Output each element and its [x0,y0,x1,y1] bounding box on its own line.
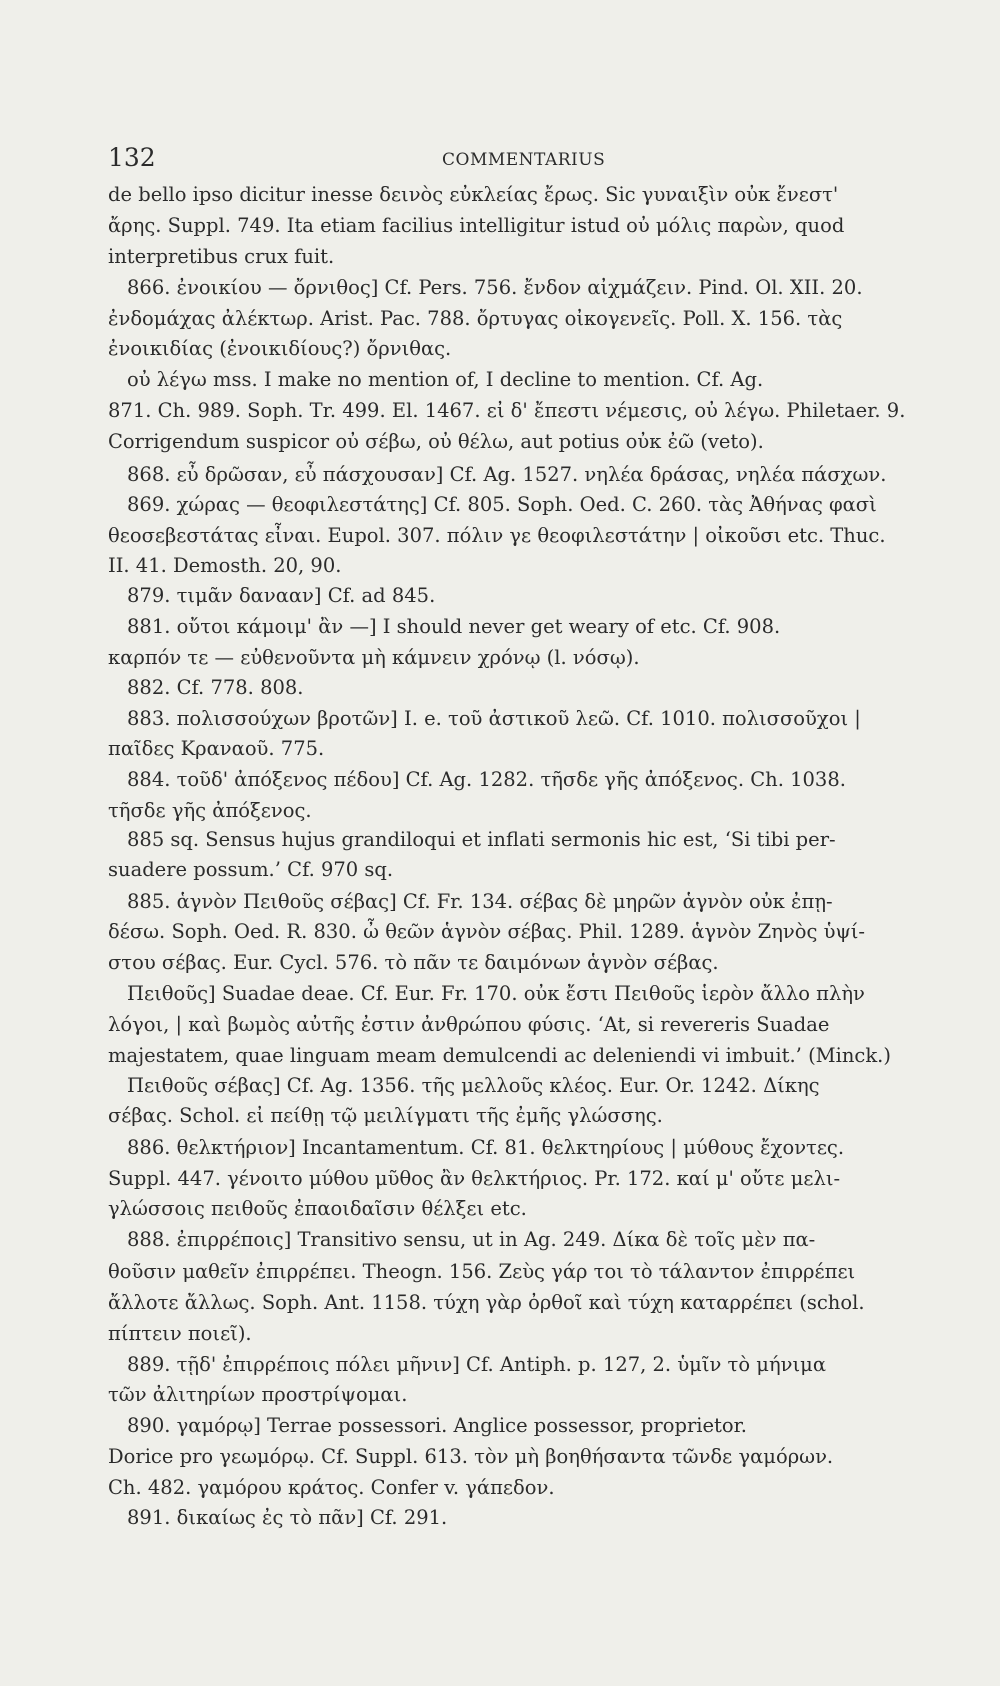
text-line: 884. τοῦδ' ἀπόξενος πέδου] Cf. Ag. 1282. τῆσδε γῆς ἀπόξενος. Ch. 1038. [127,768,846,791]
text-line: θοῦσιν μαθεῖν ἐπιρρέπει. Theogn. 156. Ζεὺς γάρ τοι τὸ τάλαντον ἐπιρρέπει [108,1260,856,1283]
text-line: 891. δικαίως ἐς τὸ πᾶν] Cf. 291. [127,1506,448,1529]
text-line: Πειθοῦς σέβας] Cf. Ag. 1356. τῆς μελλοῦς κλέος. Eur. Or. 1242. Δίκης [127,1074,820,1097]
text-line: καρπόν τε — εὐθενοῦντα μὴ κάμνειν χρόνῳ (l. νόσῳ). [108,646,640,669]
text-line: 885. ἁγνὸν Πειθοῦς σέβας] Cf. Fr. 134. σέβας δὲ μηρῶν ἁγνὸν οὐκ ἐπῃ- [127,890,833,913]
text-line: πίπτειν ποιεῖ). [108,1322,252,1345]
text-line: 871. Ch. 989. Soph. Tr. 499. El. 1467. εἰ δ' ἔπεστι νέμεσις, οὐ λέγω. Philetaer. 9. [108,399,906,422]
text-line: 889. τῇδ' ἐπιρρέποις πόλει μῆνιν] Cf. Antiph. p. 127, 2. ὑμῖν τὸ μήνιμα [127,1353,826,1376]
text-line: γλώσσοις πειθοῦς ἐπαοιδαῖσιν θέλξει etc. [108,1197,527,1220]
text-line: Dorice pro γεωμόρῳ. Cf. Suppl. 613. τὸν μὴ βοηθήσαντα τῶνδε γαμόρων. [108,1445,834,1468]
page-number: 132 [108,143,156,172]
text-line: majestatem, quae linguam meam demulcendi ac deleniendi vi imbuit.’ (Minck.) [108,1044,891,1067]
text-line: θεοσεβεστάτας εἶναι. Eupol. 307. πόλιν γε θεοφιλεστάτην | οἰκοῦσι etc. Thuc. [108,524,886,547]
text-line: δέσω. Soph. Oed. R. 830. ὦ θεῶν ἁγνὸν σέβας. Phil. 1289. ἁγνὸν Ζηνὸς ὑψί- [108,920,865,943]
text-line: 888. ἐπιρρέποις] Transitivo sensu, ut in Ag. 249. Δίκα δὲ τοῖς μὲν πα- [127,1228,816,1251]
text-line: 881. οὔτοι κάμοιμ' ἂν —] I should never get weary of etc. Cf. 908. [127,615,781,638]
text-line: 882. Cf. 778. 808. [127,676,304,699]
text-line: ἄλλοτε ἄλλως. Soph. Ant. 1158. τύχη γὰρ ὀρθοῖ καὶ τύχη καταρρέπει (schol. [108,1291,865,1314]
text-line: οὐ λέγω mss. I make no mention of, I decline to mention. Cf. Ag. [127,368,764,391]
text-line: suadere possum.’ Cf. 970 sq. [108,858,394,881]
text-line: Ch. 482. γαμόρου κράτος. Confer v. γάπεδον. [108,1476,555,1499]
text-line: στου σέβας. Eur. Cycl. 576. τὸ πᾶν τε δαιμόνων ἁγνὸν σέβας. [108,951,719,974]
text-line: de bello ipso dicitur inesse δεινὸς εὐκλείας ἔρως. Sic γυναιξὶν οὐκ ἔνεστ' [108,183,839,206]
text-line: 866. ἐνοικίου — ὄρνιθος] Cf. Pers. 756. ἔνδον αἰχμάζειν. Pind. Ol. XII. 20. [127,276,863,299]
text-line: παῖδες Κραναοῦ. 775. [108,737,325,760]
text-line: ἐνοικιδίας (ἐνοικιδίους?) ὄρνιθας. [108,337,452,360]
text-line: σέβας. Schol. εἰ πείθῃ τῷ μειλίγματι τῆς ἐμῆς γλώσσης. [108,1104,663,1127]
text-line: 885 sq. Sensus hujus grandiloqui et inflati sermonis hic est, ‘Si tibi per- [127,828,836,851]
text-line: 879. τιμᾶν δανααν] Cf. ad 845. [127,584,436,607]
text-line: 883. πολισσούχων βροτῶν] I. e. τοῦ ἀστικοῦ λεῶ. Cf. 1010. πολισσοῦχοι | [127,707,861,730]
text-line: τῶν ἀλιτηρίων προστρίψομαι. [108,1383,408,1406]
text-line: ἄρης. Suppl. 749. Ita etiam facilius intelligitur istud οὐ μόλις παρὼν, quod [108,214,845,237]
text-line: 890. γαμόρῳ] Terrae possessori. Anglice possessor, proprietor. [127,1414,747,1437]
text-line: interpretibus crux fuit. [108,245,335,268]
text-line: λόγοι, | καὶ βωμὸς αὐτῆς ἐστιν ἀνθρώπου φύσις. ‘At, si revereris Suadae [108,1013,830,1036]
text-line: Corrigendum suspicor οὐ σέβω, οὐ θέλω, aut potius οὐκ ἐῶ (veto). [108,430,764,453]
text-line: II. 41. Demosth. 20, 90. [108,554,342,577]
running-title: COMMENTARIUS [442,150,606,170]
text-line: Πειθοῦς] Suadae deae. Cf. Eur. Fr. 170. οὐκ ἔστι Πειθοῦς ἱερὸν ἄλλο πλὴν [127,982,865,1005]
text-line: 886. θελκτήριον] Incantamentum. Cf. 81. θελκτηρίους | μύθους ἔχοντες. [127,1136,845,1159]
text-line: 868. εὖ δρῶσαν, εὖ πάσχουσαν] Cf. Ag. 1527. νηλέα δράσας, νηλέα πάσχων. [127,463,887,486]
text-line: ἐνδομάχας ἀλέκτωρ. Arist. Pac. 788. ὄρτυγας οἰκογενεῖς. Poll. X. 156. τὰς [108,307,843,330]
text-line: τῆσδε γῆς ἀπόξενος. [108,799,312,822]
text-line: 869. χώρας — θεοφιλεστάτης] Cf. 805. Soph. Oed. C. 260. τὰς Ἀθήνας φασὶ [127,493,877,516]
text-line: Suppl. 447. γένοιτο μύθου μῦθος ἂν θελκτήριος. Pr. 172. καί μ' οὔτε μελι- [108,1167,841,1190]
